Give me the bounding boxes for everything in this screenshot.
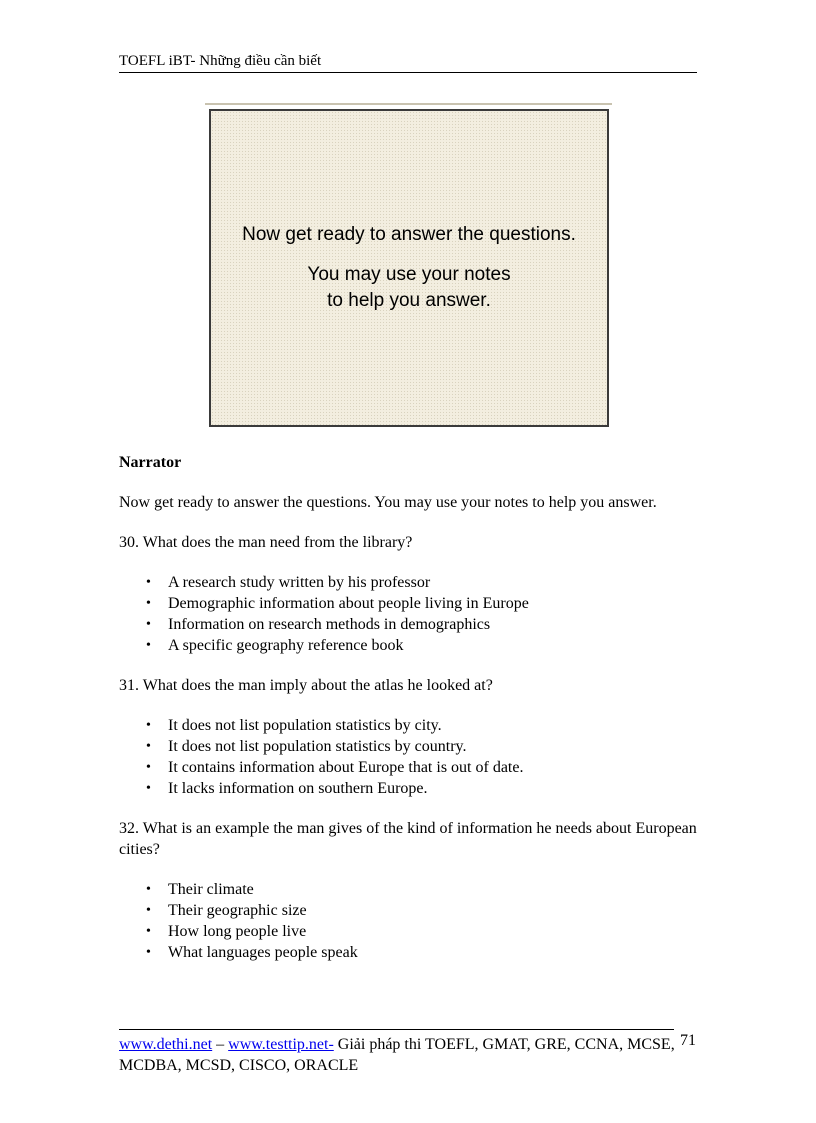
option: • How long people live [168, 921, 699, 942]
question-30-options [119, 572, 699, 656]
option: • It lacks information on southern Europe. [168, 778, 699, 799]
page-content [119, 452, 699, 982]
option: • A specific geography reference book [168, 635, 699, 656]
instruction-screen-image [209, 109, 609, 427]
option: • What languages people speak [168, 942, 699, 963]
instruction-line-1: Now get ready to answer the questions. [242, 224, 576, 245]
intro-paragraph: Now get ready to answer the questions. You may use your notes to help you answer. [119, 494, 657, 511]
option: • Demographic information about people living in Europe [168, 593, 699, 614]
narrator-label: Narrator [119, 454, 182, 471]
option: • Their geographic size [168, 900, 699, 921]
page-footer [119, 1034, 679, 1076]
option: • It contains information about Europe that is out of date. [168, 757, 699, 778]
option: • It does not list population statistics by city. [168, 715, 699, 736]
option: • It does not list population statistics by country. [168, 736, 699, 757]
option: • Their climate [168, 879, 699, 900]
question-31: 31. What does the man imply about the atlas he looked at? [119, 677, 493, 694]
footer-rule [119, 1029, 674, 1030]
page-header [119, 52, 697, 73]
footer-separator: – [216, 1036, 225, 1053]
figure-top-rule [205, 103, 612, 105]
question-31-options [119, 715, 699, 799]
footer-link-dethi[interactable]: www.dethi.net [119, 1036, 213, 1053]
footer-text: Giải pháp thi TOEFL, GMAT, GRE, CCNA, MCSE, MCDBA, MCSD, CISCO, ORACLE [119, 1036, 675, 1074]
instruction-line-2: You may use your notes to help you answer. [307, 264, 511, 311]
option: • Information on research methods in demographics [168, 614, 699, 635]
question-32: 32. What is an example the man gives of the kind of information he needs about European cities? [119, 820, 697, 858]
question-30: 30. What does the man need from the library? [119, 534, 413, 551]
header-title: TOEFL iBT- Những điều cần biết [119, 53, 322, 69]
page-number: 71 [680, 1032, 696, 1049]
footer-link-testtip[interactable]: www.testtip.net- [228, 1036, 334, 1053]
option: • A research study written by his professor [168, 572, 699, 593]
question-32-options [119, 879, 699, 963]
